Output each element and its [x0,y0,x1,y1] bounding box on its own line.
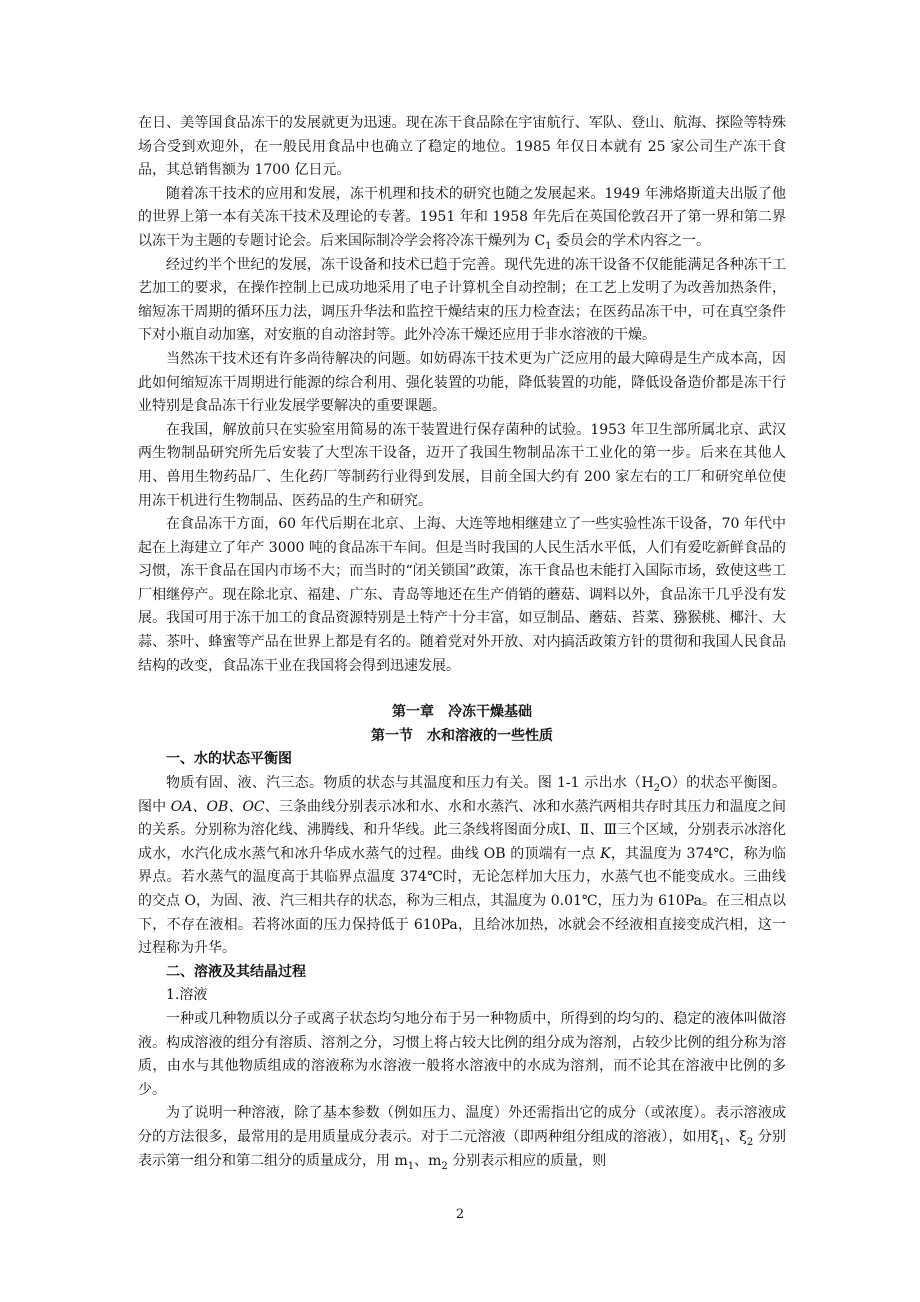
paragraph-intro-2-text: 随着冻干技术的应用和发展，冻干机理和技术的研究也随之发展起来。1949 年沸烙斯道夫出版了他的世界上第一本有关冻干技术及理论的专著。1951 年和 1958 年先后在英国伦敦召开了第一界和第二界以冻干为主题的专题讨论会。后来国际制冷学会将冷冻干燥列为 C [138,185,786,249]
paragraph-intro-2 [138,183,786,254]
text-run: 分别表示第一组分和第二组分的质量成分，用 m [138,1128,786,1169]
paragraph-state-diagram [138,772,786,961]
subscript: 1 [545,240,552,252]
text-run: 分别表示相应的质量，则 [447,1152,607,1169]
subscript: 2 [653,782,661,794]
heading-state-diagram: 一、水的状态平衡图 [166,751,292,768]
paragraph-solution-2 [138,1102,786,1173]
subscript: 2 [441,1160,448,1172]
section-title: 第一节 水和溶液的一些性质 [371,727,553,744]
subheading-solution: 1.溶液 [166,987,208,1004]
curve-names: OA、OB、OC [170,798,265,815]
page-content [138,112,786,1173]
text-run: 、三条曲线分别表示冰和水、水和水蒸汽、冰和水蒸汽两相共存时其压力和温度之间的关系。分别称为溶化线、沸腾线、和升华线。此三条线将图面分成Ⅰ、Ⅱ、Ⅲ三个区域，分别表示冰溶化成水，水汽化成水蒸气和冰升华成水蒸气的过程。曲线 OB 的顶端有一点 [138,798,787,862]
text-run: 为了说明一种溶液，除了基本参数（例如压力、温度）外还需指出它的成分（或浓度）。表示溶液成分的方法很多，最常用的是用质量成分表示。对于二元溶液（即两种组分组成的溶液），如用ξ [138,1105,786,1145]
subscript: 1 [718,1136,725,1148]
paragraph-intro-5: 在我国，解放前只在实验室用简易的冻干装置进行保存菌种的试验。1953 年卫生部所属北京、武汉两生物制品研究所先后安装了大型冻干设备，迈开了我国生物制品冻干工业化的第一步。后来在其他人用、兽用生物药品厂、生化药厂等制药行业得到发展，目前全国大约有 200 家左右的工厂和研究单位使用冻干机进行生物制品、医药品的生产和研究。 [138,421,786,509]
paragraph-intro-1: 在日、美等国食品冻干的发展就更为迅速。现在冻干食品除在宇宙航行、军队、登山、航海、探险等特殊场合受到欢迎外，在一般民用食品中也确立了稳定的地位。1985 年仅日本就有 25 家公司生产冻干食品，其总销售额为 1700 亿日元。 [138,115,786,179]
paragraph-intro-2-tail: 委员会的学术内容之一。 [551,232,710,249]
text-run: 、m [414,1152,442,1169]
paragraph-intro-6: 在食品冻干方面，60 年代后期在北京、上海、大连等地相继建立了一些实验性冻干设备，70 年代中起在上海建立了年产 3000 吨的食品冻干车间。但是当时我国的人民生活水平低，人们有爱吃新鲜食品的习惯，冻干食品在国内市场不大；而当时的“闭关锁国”政策，冻干食品也未能打入国际市场，致使这些工厂相继停产。现在除北京、福建、广东、青岛等地还在生产俏销的蘑菇、调料以外，食品冻干几乎没有发展。我国可用于冻干加工的食品资源特别是土特产十分丰富，如豆制品、蘑菇、苔菜、猕猴桃、椰汁、大蒜、茶叶、蜂蜜等产品在世界上都是有名的。随着党对外开放、对内搞活政策方针的贯彻和我国人民食品结构的改变，食品冻干业在我国将会得到迅速发展。 [138,516,786,674]
paragraph-intro-3: 经过约半个世纪的发展，冻干设备和技术已趋于完善。现代先进的冻干设备不仅能能满足各种冻干工艺加工的要求，在操作控制上已成功地采用了电子计算机全自动控制；在工艺上发明了为改善加热条件，缩短冻干周期的循环压力法，调压升华法和监控干燥结束的压力检查法；在医药品冻干中，可在真空条件下对小瓶自动加塞，对安瓶的自动溶封等。此外冷冻干燥还应用于非水溶液的干燥。 [138,256,786,344]
paragraph-solution-1: 一种或几种物质以分子或离子状态均匀地分布于另一种物质中，所得到的均匀的、稳定的液体叫做溶液。构成溶液的组分有溶质、溶剂之分，习惯上将占较大比例的组分成为溶剂，占较少比例的组分称为溶质，由水与其他物质组成的溶液称为水溶液一般将水溶液中的水成为溶剂，而不论其在溶液中比例的多少。 [138,1010,786,1098]
text-run: O）的状态平衡图。图中 [138,775,786,815]
chapter-title: 第一章 冷冻干燥基础 [392,704,532,721]
text-run: 物质有固、液、汽三态。物质的状态与其温度和压力有关。图 1-1 示出水（H [166,775,654,792]
heading-solution: 二、溶液及其结晶过程 [166,963,306,980]
critical-point-symbol: K [600,845,611,862]
subscript: 1 [407,1160,415,1172]
text-run: 、ξ [724,1128,747,1145]
page-number: 2 [455,1207,465,1222]
text-run: ，其温度为 374℃，称为临界点。若水蒸气的温度高于其临界点温度 374℃时，无论怎样加大压力，水蒸气也不能变成水。三曲线的交点 O，为固、液、汽三相共存的状态，称为三相点，其温度为 0.01℃，压力为 610Pa。在三相点以下，不存在液相。若将冰面的压力保持低于 610Pa，且给冰加热，冰就会不经液相直接变成汽相，这一过程称为升华。 [138,845,786,957]
subscript: 2 [746,1136,754,1148]
paragraph-intro-4: 当然冻干技术还有许多尚待解决的问题。如妨碍冻干技术更为广泛应用的最大障碍是生产成本高，因此如何缩短冻干周期进行能源的综合利用、强化装置的功能，降低装置的功能，降低设备造价都是冻干行业特别是食品冻干行业发展学要解决的重要课题。 [138,350,786,415]
